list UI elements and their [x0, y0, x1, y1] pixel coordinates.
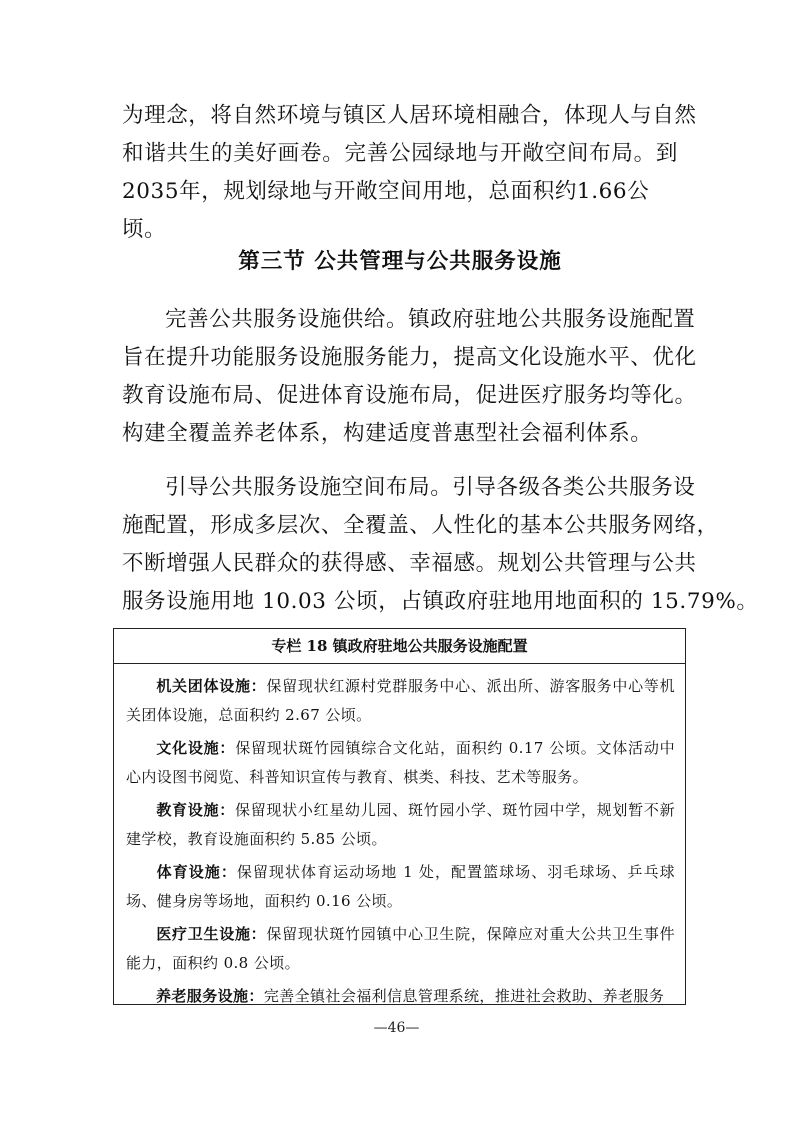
- list-item: [126, 796, 675, 853]
- text-line: 2035年，规划绿地与开敞空间用地，总面积约1.66公顷。: [122, 179, 650, 242]
- item-text: 保留现状体育运动场地 1 处，配置篮球场、羽毛球场、乒乓球场、健身房等场地，面积约 0.16 公顷。: [126, 863, 675, 910]
- item-text: 保留现状红源村党群服务中心、派出所、游客服务中心等机关团体设施，总面积约 2.67 公顷。: [126, 677, 675, 724]
- column-box: [113, 628, 686, 1005]
- text-line: 完善公共服务设施供给。镇政府驻地公共服务设施配置: [165, 307, 696, 332]
- paragraph-service-supply: [122, 301, 697, 453]
- list-item: [126, 982, 675, 1005]
- text-line: 服务设施用地 10.03 公顷，占镇政府驻地用地面积的 15.79%。: [122, 589, 759, 614]
- page-number: —46—: [373, 1020, 420, 1036]
- item-label: 体育设施：: [156, 863, 237, 881]
- text-line: 和谐共生的美好画卷。完善公园绿地与开敞空间布局。到: [122, 141, 678, 166]
- text-line: 引导公共服务设施空间布局。引导各级各类公共服务设: [165, 475, 696, 500]
- text-line: 构建全覆盖养老体系，构建适度普惠型社会福利体系。: [122, 421, 653, 446]
- list-item: [126, 858, 675, 915]
- item-label: 养老服务设施：: [156, 987, 264, 1005]
- text-line: 不断增强人民群众的获得感、幸福感。规划公共管理与公共: [122, 551, 697, 576]
- text-line: 施配置，形成多层次、全覆盖、人性化的基本公共服务网络，: [122, 513, 719, 538]
- list-item: [126, 920, 675, 977]
- text-line: 为理念，将自然环境与镇区人居环境相融合，体现人与自然: [122, 103, 697, 128]
- paragraph-service-layout: [122, 469, 759, 621]
- item-label: 医疗卫生设施：: [156, 925, 267, 943]
- item-text: 保留现状斑竹园镇中心卫生院，保障应对重大公共卫生事件能力，面积约 0.8 公顷。: [126, 925, 675, 972]
- list-item: [126, 672, 675, 729]
- text-line: 教育设施布局、促进体育设施布局，促进医疗服务均等化。: [122, 383, 697, 408]
- item-label: 机关团体设施：: [156, 677, 267, 695]
- item-label: 教育设施：: [156, 801, 235, 819]
- list-item: [126, 734, 675, 791]
- column-box-body: [114, 664, 685, 1005]
- text-line: 旨在提升功能服务设施服务能力，提高文化设施水平、优化: [122, 345, 697, 370]
- column-box-title: 专栏 18 镇政府驻地公共服务设施配置: [114, 629, 685, 664]
- item-text: 保留现状小红星幼儿园、斑竹园小学、斑竹园中学，规划暂不新建学校，教育设施面积约 5.85 公顷。: [126, 801, 675, 848]
- item-text: 保留现状斑竹园镇综合文化站，面积约 0.17 公顷。文体活动中心内设图书阅览、科普知识宣传与教育、棋类、科技、艺术等服务。: [126, 739, 675, 786]
- item-text: 完善全镇社会福利信息管理系统，推进社会救助、养老服务: [263, 987, 665, 1005]
- item-label: 文化设施：: [156, 739, 236, 757]
- section-title: 第三节 公共管理与公共服务设施: [238, 249, 562, 274]
- paragraph-green-space: [122, 97, 697, 249]
